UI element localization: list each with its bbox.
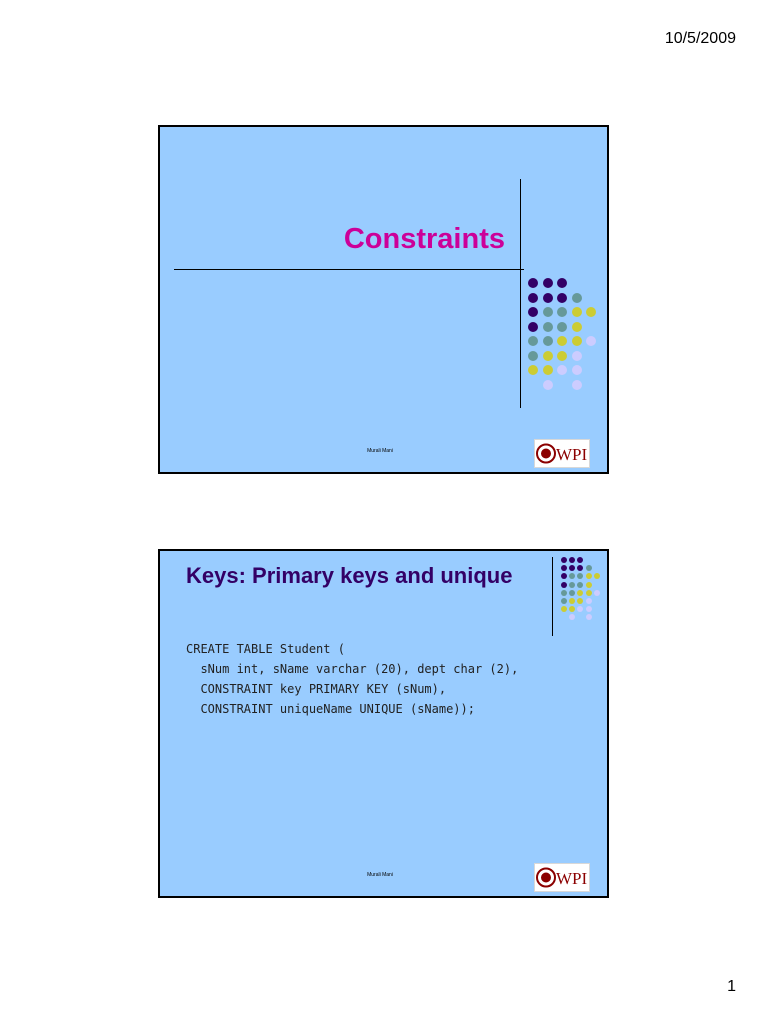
decorative-dot xyxy=(569,573,575,579)
decorative-dot xyxy=(577,582,583,588)
decorative-dot xyxy=(572,351,582,361)
decorative-dot xyxy=(561,598,567,604)
code-line: CREATE TABLE Student ( xyxy=(186,642,345,656)
page-number: 1 xyxy=(727,978,736,995)
decorative-dot xyxy=(586,606,592,612)
decorative-dot xyxy=(528,322,538,332)
decorative-dot xyxy=(586,307,596,317)
slide-title: Keys: Primary keys and unique xyxy=(186,563,513,588)
decorative-dot xyxy=(572,293,582,303)
decorative-dot xyxy=(543,336,553,346)
slide-author: Murali Mani xyxy=(367,448,393,454)
decorative-dot xyxy=(528,293,538,303)
decorative-dot xyxy=(569,582,575,588)
decorative-dot xyxy=(543,322,553,332)
decorative-dot xyxy=(569,557,575,563)
decorative-dot xyxy=(528,351,538,361)
decorative-dot xyxy=(561,573,567,579)
decorative-dot xyxy=(572,336,582,346)
slide-keys xyxy=(158,549,609,898)
decorative-dot xyxy=(543,293,553,303)
decorative-dot xyxy=(569,565,575,571)
decorative-dot xyxy=(586,565,592,571)
decorative-dot xyxy=(586,614,592,620)
decorative-dot xyxy=(561,582,567,588)
decorative-dot xyxy=(594,573,600,579)
decorative-dot xyxy=(572,380,582,390)
decorative-dot xyxy=(577,590,583,596)
code-line: CONSTRAINT key PRIMARY KEY (sNum), xyxy=(186,682,447,696)
decorative-dot xyxy=(528,336,538,346)
decorative-dot xyxy=(561,557,567,563)
code-line: CONSTRAINT uniqueName UNIQUE (sName)); xyxy=(186,702,475,716)
decorative-dot xyxy=(569,590,575,596)
horizontal-divider xyxy=(174,269,524,270)
decorative-dot xyxy=(543,380,553,390)
decorative-dot xyxy=(577,565,583,571)
page-date: 10/5/2009 xyxy=(664,30,736,47)
wpi-logo xyxy=(534,863,590,892)
decorative-dot xyxy=(528,278,538,288)
decorative-dot xyxy=(586,573,592,579)
decorative-dot xyxy=(586,582,592,588)
decorative-dot xyxy=(577,557,583,563)
decorative-dot xyxy=(528,307,538,317)
decorative-dot xyxy=(572,307,582,317)
decorative-dot xyxy=(557,278,567,288)
wpi-logo-text: WPI xyxy=(556,869,588,888)
wpi-logo-text: WPI xyxy=(556,445,588,464)
decorative-dot xyxy=(543,307,553,317)
decorative-dot xyxy=(569,614,575,620)
decorative-dot xyxy=(594,590,600,596)
decorative-dot xyxy=(569,606,575,612)
slide-author: Murali Mani xyxy=(367,872,393,878)
decorative-dot xyxy=(577,573,583,579)
decorative-dot xyxy=(543,351,553,361)
vertical-divider xyxy=(520,179,521,408)
decorative-dot xyxy=(569,598,575,604)
sql-code-block xyxy=(186,639,518,719)
decorative-dot xyxy=(572,322,582,332)
code-line: sNum int, sName varchar (20), dept char (2), xyxy=(186,662,519,676)
decorative-dot xyxy=(586,336,596,346)
decorative-dot xyxy=(572,365,582,375)
decorative-dot xyxy=(557,307,567,317)
slide-title: Constraints xyxy=(343,223,505,255)
slide-constraints xyxy=(158,125,609,474)
decorative-dot xyxy=(561,565,567,571)
decorative-dot xyxy=(577,598,583,604)
decorative-dot xyxy=(557,351,567,361)
decorative-dot xyxy=(543,278,553,288)
decorative-dot xyxy=(586,590,592,596)
wpi-logo xyxy=(534,439,590,468)
decorative-dot xyxy=(561,590,567,596)
decorative-dot xyxy=(543,365,553,375)
decorative-dot xyxy=(577,606,583,612)
decorative-dot xyxy=(557,336,567,346)
decorative-dot xyxy=(557,293,567,303)
decorative-dot xyxy=(561,606,567,612)
decorative-dot xyxy=(528,365,538,375)
decorative-dot xyxy=(557,365,567,375)
decorative-dot xyxy=(557,322,567,332)
vertical-divider xyxy=(552,557,553,636)
decorative-dot xyxy=(586,598,592,604)
